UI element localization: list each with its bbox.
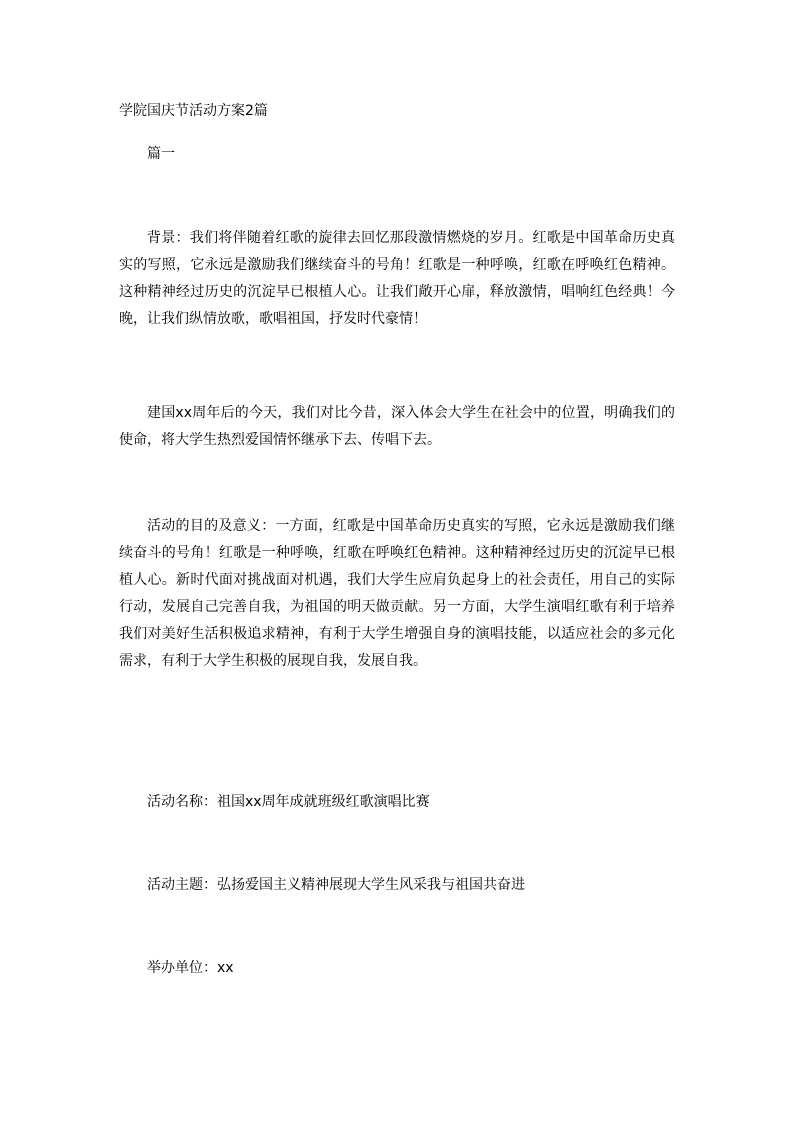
paragraph-purpose: 活动的目的及意义：一方面，红歌是中国革命历史真实的写照，它永远是激励我们继续奋斗的号角！红歌是一种呼唤，红歌在呼唤红色精神。这种精神经过历史的沉淀早已根植人心。新时代面对挑战面对机遇，我们大学生应肩负起身上的社会责任，用自己的实际行动，发展自己完善自我，为祖国的明天做贡献。另一方面，大学生演唱红歌有利于培养我们对美好生活积极追求精神，有利于大学生增强自身的演唱技能，以适应社会的多元化需求，有利于大学生积极的展现自我，发展自我。	[119, 518, 675, 669]
document-title: 学院国庆节活动方案2篇	[119, 103, 268, 119]
paragraph-anniversary: 建国xx周年后的今天，我们对比今昔，深入体会大学生在社会中的位置，明确我们的使命，将大学生热烈爱国情怀继承下去、传唱下去。	[119, 405, 675, 448]
paragraph-organizer: 举办单位：xx	[147, 960, 234, 976]
paragraph-activity-name: 活动名称：祖国xx周年成就班级红歌演唱比赛	[147, 794, 430, 810]
paragraph-activity-theme: 活动主题：弘扬爱国主义精神展现大学生风采我与祖国共奋进	[147, 877, 525, 893]
paragraph-background: 背景：我们将伴随着红歌的旋律去回忆那段激情燃烧的岁月。红歌是中国革命历史真实的写照，它永远是激励我们继续奋斗的号角！红歌是一种呼唤，红歌在呼唤红色精神。这种精神经过历史的沉淀早已根植人心。让我们敞开心扉，释放激情，唱响红色经典！今晚，让我们纵情放歌，歌唱祖国，抒发时代豪情！	[119, 230, 675, 327]
part-heading: 篇一	[147, 146, 175, 162]
